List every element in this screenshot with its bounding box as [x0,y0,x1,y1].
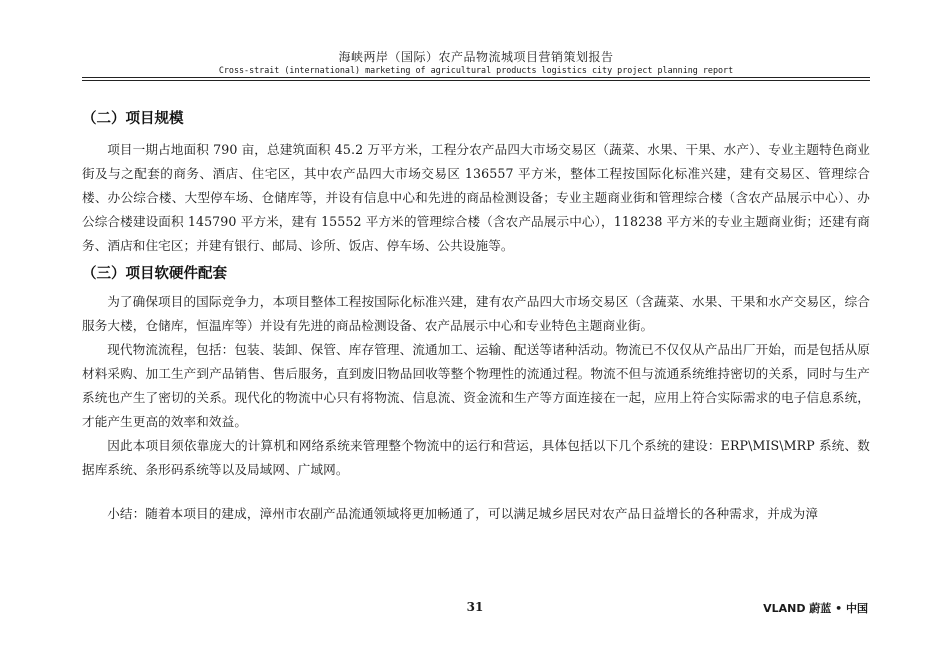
paragraph-logistics-process: 现代物流流程，包括：包装、装卸、保管、库存管理、流通加工、运输、配送等诸种活动。物流已不仅仅从产品出厂开始，而是包括从原材料采购、加工生产到产品销售、售后服务，直到废旧物品回收等整个物理性的流通过程。物流不但与流通系统维持密切的关系，同时与生产系统也产生了密切的关系。现代化的物流中心只有将物流、信息流、资金流和生产等方面连接在一起，应用上符合实际需求的电子信息系统，才能产生更高的效率和效益。 [82,342,870,429]
paragraph-facilities-intro: 为了确保项目的国际竞争力，本项目整体工程按国际化标准兴建，建有农产品四大市场交易区（含蔬菜、水果、干果和水产交易区，综合服务大楼，仓储库，恒温库等）并设有先进的商品检测设备、农产品展示中心和专业特色主题商业街。 [82,294,870,333]
header-rule-thin [82,77,870,78]
report-title: 海峡两岸（国际）农产品物流城项目营销策划报告 [338,50,614,64]
document-body [82,106,870,526]
section-title-facilities: （三）项目软硬件配套 [82,266,227,282]
paragraph-systems: 因此本项目须依靠庞大的计算机和网络系统来管理整个物流中的运行和营运，具体包括以下几个系统的建设：ERP\MIS\MRP 系统、数据库系统、条形码系统等以及局域网、广域网。 [82,438,870,477]
header-rule-second [82,80,870,81]
brand-footer: VLAND 蔚蓝 • 中国 [763,602,868,615]
section-title-project-scale: （二）项目规模 [82,111,184,127]
report-subtitle: Cross-strait (international) marketing of agricultural products logistics city project planning report [218,65,734,75]
summary-paragraph: 小结：随着本项目的建成，漳州市农副产品流通领域将更加畅通了，可以满足城乡居民对农产品日益增长的各种需求，并成为漳 [107,506,819,521]
page-number: 31 [466,600,484,614]
paragraph-gap [82,482,870,502]
paragraph-project-scale: 项目一期占地面积 790 亩，总建筑面积 45.2 万平方米，工程分农产品四大市场交易区（蔬菜、水果、干果、水产）、专业主题特色商业街及与之配套的商务、酒店、住宅区，其中农产品四大市场交易区 136557 平方米，整体工程按国际化标准兴建，建有交易区、管理综合楼、办公综合楼、大型停车场、仓储库等，并设有信息中心和先进的商品检测设备；专业主题商业街和管理综合楼（含农产品展示中心）、办公综合楼建设面积 145790 平方米，建有 15552 平方米的管理综合楼（含农产品展示中心），118238 平方米的专业主题商业街；还建有商务、酒店和住宅区；并建有银行、邮局、诊所、饭店、停车场、公共设施等。 [82,142,870,253]
